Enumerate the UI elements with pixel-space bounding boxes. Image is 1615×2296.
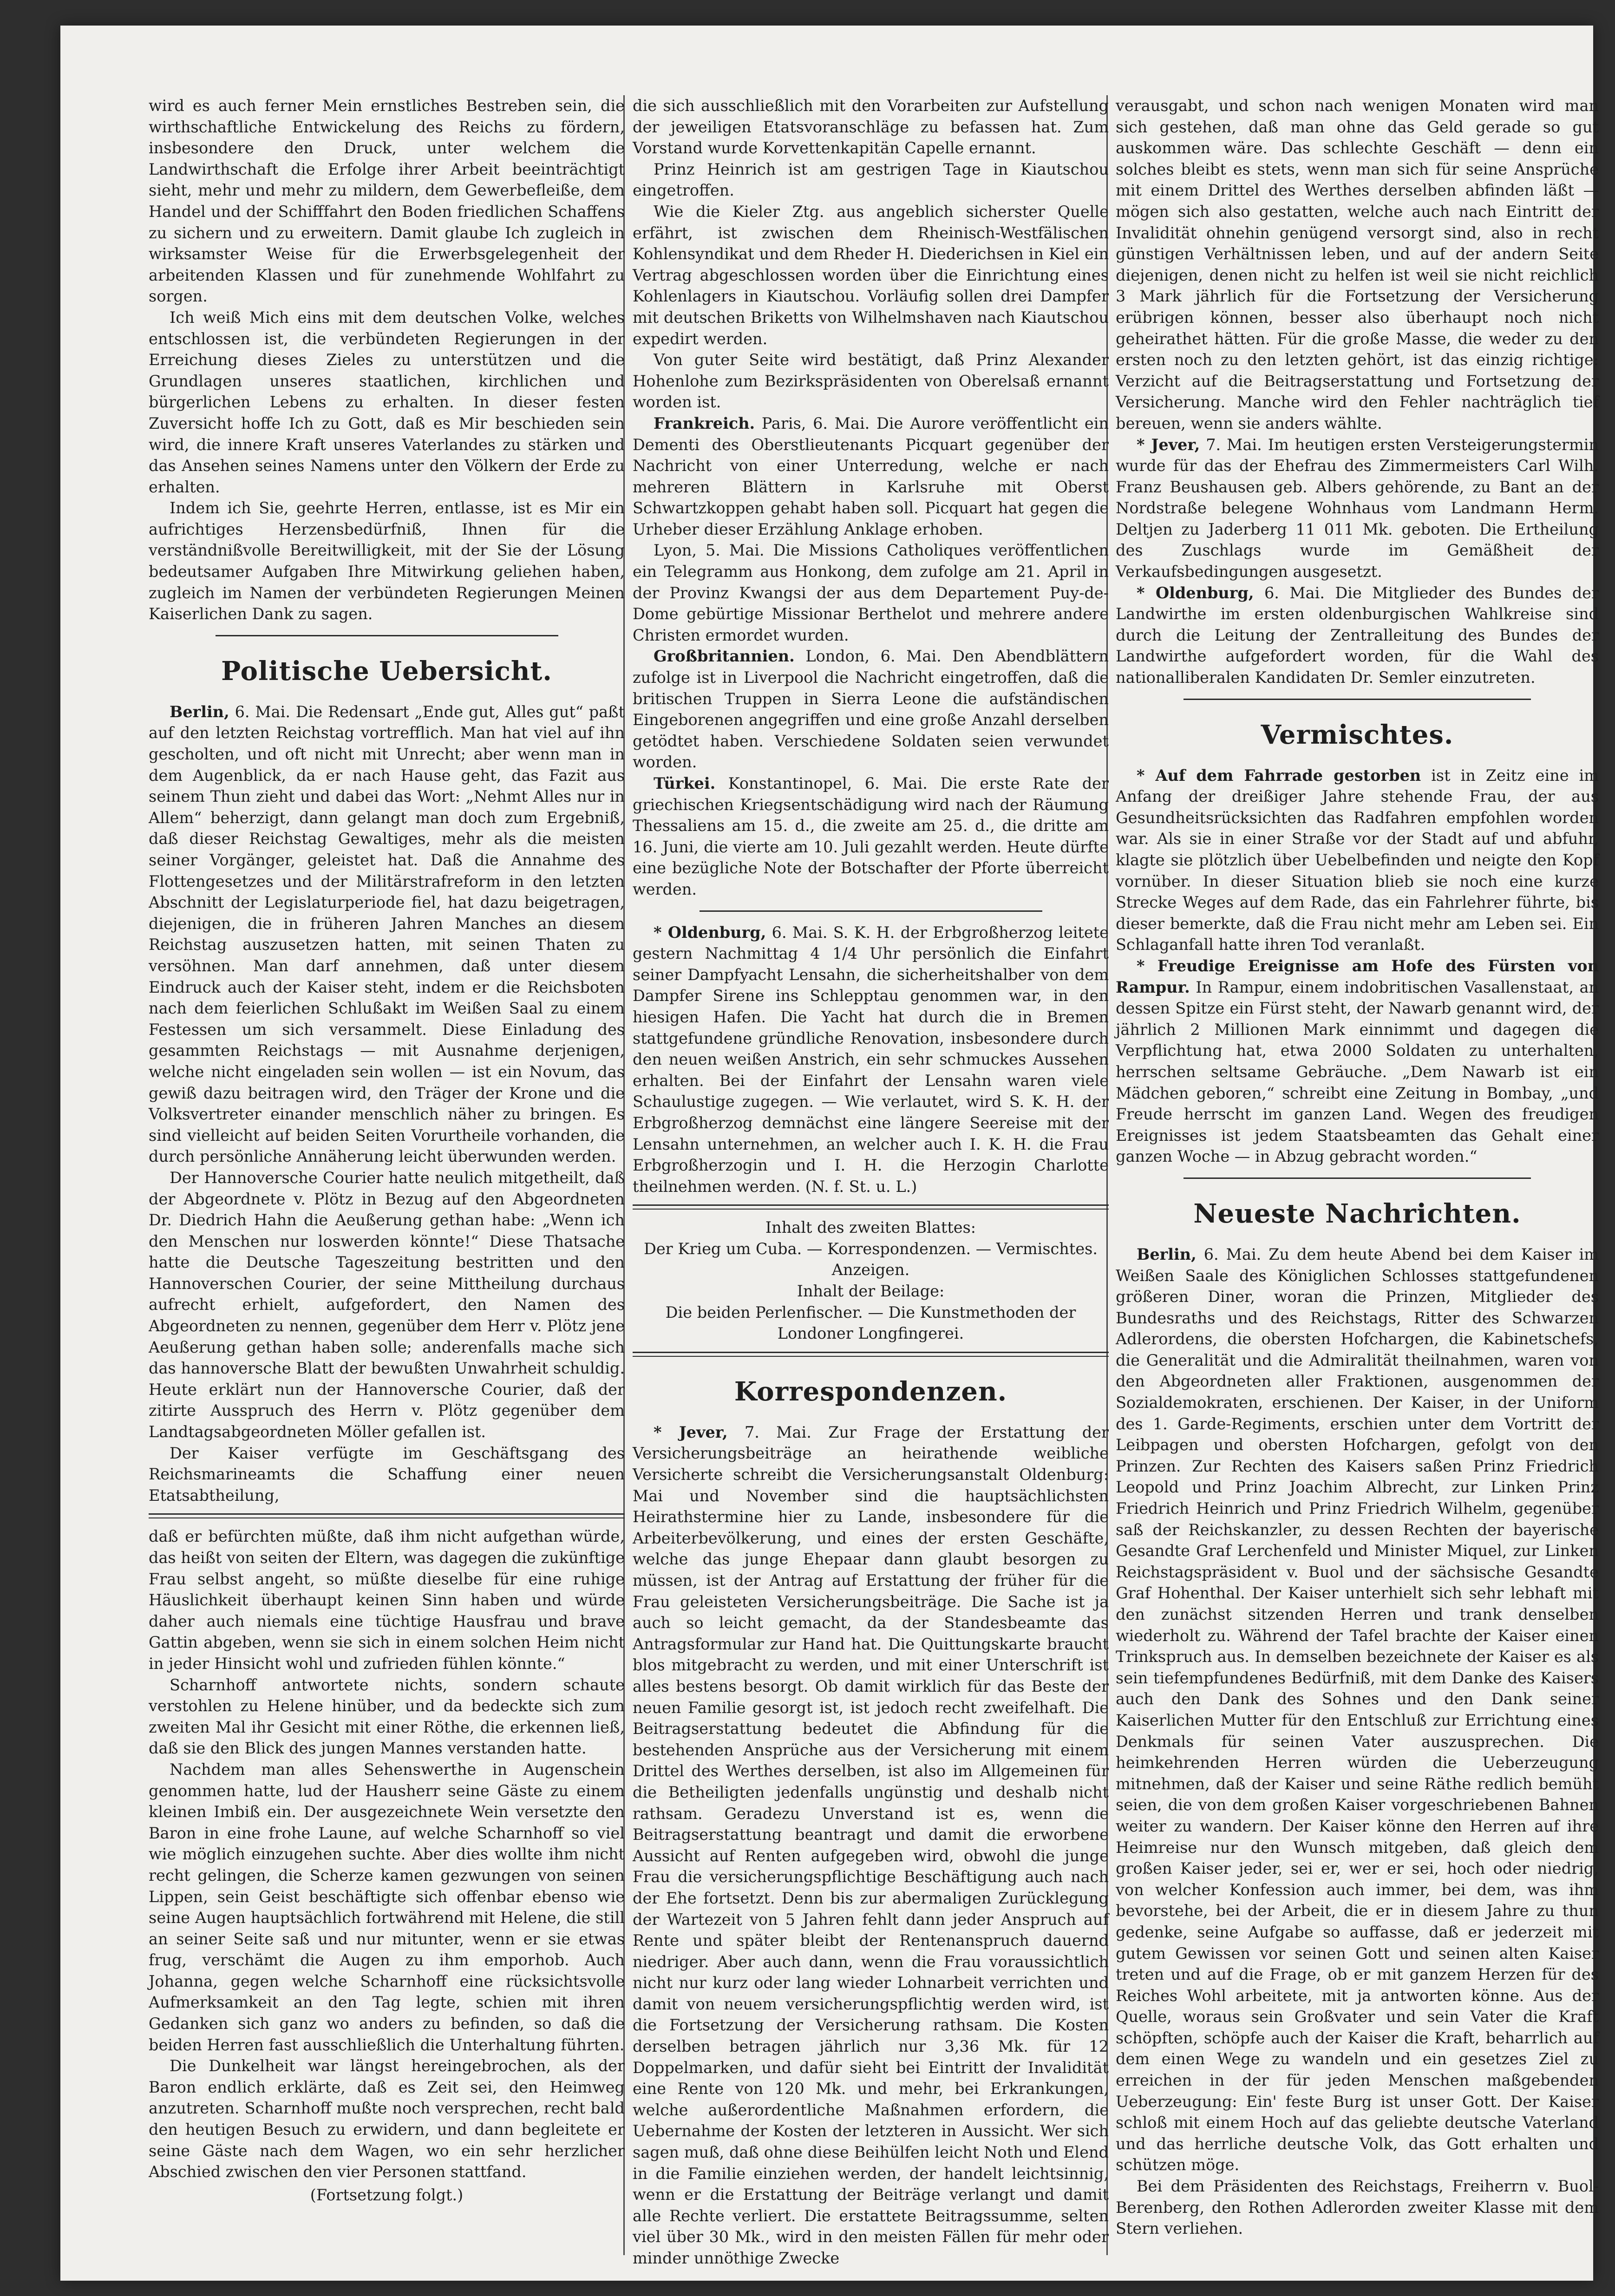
paragraph: Bei dem Präsidenten des Reichstags, Freiherrn v. Buol-Berenberg, den Rothen Adlerorden zweiter Klasse mit dem Stern verliehen. [1116, 2177, 1599, 2238]
contents-rule-bottom [633, 1352, 1109, 1357]
dateline: Berlin, [170, 702, 229, 721]
paragraph-text: 6. Mai. Die Mitglieder des Bundes der Landwirthe im ersten oldenburgischen Wahlkreise sind durch die Leitung der Zentralleitung des Bundes der Landwirthe aufgefordert worden, für die Wahl des nationalliberalen Kandidaten Dr. Semler einzutreten. [1116, 583, 1599, 687]
item-heading: * Auf dem Fahrrade gestorben [1137, 766, 1421, 785]
contents-line: Der Krieg um Cuba. — Korrespondenzen. — Vermischtes. [643, 1239, 1098, 1258]
paragraph [1116, 582, 1599, 688]
section-rule [216, 635, 558, 636]
section-rule [1183, 1177, 1531, 1179]
paragraph-text: Prinz Heinrich ist am gestrigen Tage in Kiautschou eingetroffen. [633, 160, 1109, 200]
paragraph: verausgabt, und schon nach wenigen Monaten wird man sich gestehen, daß man ohne das Geld gerade so gut auskommen wäre. Das schlechte Geschäft — denn ein solches bleibt es stets, wenn man sich für seine Ansprüche mit einem Drittel des Werthes derselben abfinden läßt — mögen sich also gestatten, welche auch nach Eintritt der Invalidität ohnehin genügend versorgt sind, also in recht günstigen Verhältnissen leben, und auf der andern Seite diejenigen, denen nicht zu helfen ist weil sie nicht reichlich 3 Mark jährlich für die Fortsetzung der Versicherung erübrigen können, besser also überhaupt noch nicht geheirathet hätten. Für die große Masse, die weder zu den ersten noch zu den letzten gehört, ist das einzig richtige: Verzicht auf die Beitragserstattung und Fortsetzung der Versicherung. Manche wird den Fehler nachträglich tief bereuen, wenn sie anders wählte. [1116, 97, 1599, 432]
paragraph-text: Der Kaiser verfügte im Geschäftsgang des Reichsmarineamts die Schaffung einer neuen Etatsabtheilung, [149, 1444, 625, 1505]
paragraph [633, 922, 1109, 1197]
paragraph-text: 7. Mai. Im heutigen ersten Versteigerungstermin wurde für das der Ehefrau des Zimmermeisters Carl Wilh. Franz Beushausen geb. Albers gehörende, zu Bant an der Nordstraße belegene Wohnhaus vom Landmann Herm. Deltjen zu Jaderberg 11 011 Mk. geboten. Die Ertheilung des Zuschlags wurde im Gemäßheit der Verkaufsbedingungen ausgesetzt. [1116, 435, 1599, 581]
paragraph: wird es auch ferner Mein ernstliches Bestreben sein, die wirthschaftliche Entwickelung des Reichs zu fördern, insbesondere den Druck, unter welchem die Landwirthschaft die Erfolge ihrer Arbeit beeinträchtigt sieht, mehr und mehr zu mildern, dem Gewerbefleiße, dem Handel und der Schifffahrt den Boden friedlichen Schaffens zu sichern und zu erweitern. Damit glaube Ich zugleich in wirksamster Weise für die Erwerbsgelegenheit der arbeitenden Klassen und für zunehmende Wohlfahrt zu sorgen. [149, 97, 625, 306]
section-heading-korrespondenzen: Korrespondenzen. [734, 1376, 1007, 1407]
paragraph: Nachdem man alles Sehenswerthe in Augenschein genommen hatte, lud der Hausherr seine Gäste zu einem kleinen Imbiß ein. Der ausgezeichnete Wein versetzte den Baron in eine frohe Laune, auf welche Scharnhoff so viel wie möglich einzugehen suchte. Aber dies wollte ihm nicht recht gelingen, die Scherze kamen gezwungen von seinen Lippen, sein Geist beschäftigte sich offenbar ebenso wie seine Augen hauptsächlich fortwährend mit Helene, die still an seiner Seite saß und nur mitunter, wenn er sie etwas frug, verschämt die Augen zu ihm emporhob. Auch Johanna, gegen welche Scharnhoff eine rücksichtsvolle Aufmerksamkeit an den Tag legte, schien mit ihren Gedanken sich ganz wo anders zu befinden, so daß die beiden Herren fast ausschließlich die Unterhaltung führten. [149, 1760, 625, 2054]
contents-box [633, 1217, 1109, 1344]
paragraph-text: Wie die Kieler Ztg. aus angeblich sicherster Quelle erfährt, ist zwischen dem Rheinisch-Westfälischen Kohlensyndikat und dem Rheder H. Diederichsen in Kiel ein Vertrag abgeschlossen worden über die Einrichtung eines Kohlenlagers in Kiautschou. Vorläufig sollen drei Dampfer mit deutschen Briketts von Wilhelmshaven nach Kiautschou expedirt werden. [633, 202, 1109, 348]
paragraph-text: 6. Mai. Die Redensart „Ende gut, Alles gut“ paßt auf den letzten Reichstag vortrefflich. Man hat viel auf ihn gescholten, und oft nicht mit Unrecht; aber wenn man in dem Augenblick, da er nach Hause geht, das Fazit aus seinem Thun zieht und dabei das Wort: „Nehmt Alles nur in Allem“ beherzigt, dann gelangt man doch zum Ergebniß, daß dieser Reichstag Gewaltiges, mehr als die meisten seiner Vorgänger, geleistet hat. Daß die Annahme des Flottengesetzes und der Militärstrafreform in den letzten Abschnitt der Legislaturperiode fiel, hat dazu beigetragen, diejenigen, die in früheren Jahren Manches an diesem Reichstag auszusetzen hatten, mit seinen Thaten zu versöhnen. Man darf annehmen, daß unter diesem Eindruck auch der Kaiser steht, indem er die Reichsboten nach dem feierlichen Schlußakt im Weißen Saal zu einem Festessen um sich versammelt. Diese Einladung des gesammten Reichstags — mit Ausnahme derjenigen, welche nicht eingeladen sein wollen — ist ein Novum, das gewiß dazu beitragen wird, den Träger der Krone und die Volksvertreter einander menschlich näher zu bringen. Es sind vielleicht auf beiden Seiten Vorurtheile vorhanden, die durch persönliche Annäherung leicht überwunden werden. [149, 702, 625, 1166]
paragraph-text: Der Hannoversche Courier hatte neulich mitgetheilt, daß der Abgeordnete v. Plötz in Bezug auf den Abgeordneten Dr. Diedrich Hahn die Aeußerung gethan habe: „Wenn ich den Menschen nur loswerden könnte!“ Diese Thatsache hatte die Deutsche Tageszeitung bestritten und den Hannoverschen Courier, der seine Mittheilung durchaus aufrecht erhielt, aufgefordert, den Namen des Abgeordneten zu nennen, gegenüber dem Herr v. Plötz jene Aeußerung gethan haben solle; anderenfalls mache sich das hannoversche Blatt der bewußten Unwahrheit schuldig. Heute erklärt nun der Hannoversche Courier, daß der zitirte Ausspruch des Herrn v. Plötz gegenüber dem Landtagsabgeordneten Möller gefallen ist. [149, 1168, 625, 1441]
paragraph-text: 6. Mai. Zu dem heute Abend bei dem Kaiser im Weißen Saale des Königlichen Schlosses stattgefundenen größeren Diner, woran die Prinzen, Mitglieder des Bundesraths und des Reichstags, Ritter des Schwarzen Adlerordens, die obersten Hofchargen, die Kabinetschefs, die Generalität und die Admiralität theilnahmen, waren von den Abgeordneten aller Fraktionen, ausgenommen der Sozialdemokraten, erschienen. Der Kaiser, in der Uniform des 1. Garde-Regiments, erschien unter dem Vortritt der Leibpagen und obersten Hofchargen, gefolgt von den Prinzen. Zur Rechten des Kaisers saßen Prinz Friedrich Leopold und Prinz Joachim Albrecht, zur Linken Prinz Friedrich Heinrich und Prinz Friedrich Wilhelm, gegenüber saß der Reichskanzler, zu dessen Rechten der bayerische Gesandte Graf Lerchenfeld und Minister Miquel, zur Linken Reichstagspräsident v. Buol und der sächsische Gesandte Graf Hohenthal. Der Kaiser unterhielt sich sehr lebhaft mit den zunächst sitzenden Herren und trank denselben wiederholt zu. Während der Tafel brachte der Kaiser einen Trinkspruch aus. In demselben bezeichnete der Kaiser es als sein tiefempfundenes Bedürfniß, mit dem Danke des Kaisers auch den Dank des Sohnes und den Dank seiner Kaiserlichen Mutter für den Entschluß zur Errichtung eines Denkmals für seinen Vater auszusprechen. Die heimkehrenden Herren würden die Ueberzeugung mitnehmen, daß der Kaiser und seine Räthe redlich bemüht seien, die von dem großen Kaiser vorgeschriebenen Bahnen weiter zu wandern. Der Kaiser könne den Herren auf ihre Heimreise nur den Wunsch mitgeben, daß gleich dem großen Kaiser jeder, sei er, wer er sei, hoch oder niedrig, von welcher Konfession auch immer, bei dem, was ihm bevorstehe, bei der Arbeit, die er in diesem Jahre zu thun gedenke, seine Aufgabe so auffasse, daß er jederzeit mit gutem Gewissen vor seinen Gott und seinen alten Kaiser treten und auf die Frage, ob er mit ganzem Herzen für des Reiches Wohl arbeitete, mit ja antworten könne. Aus der Quelle, woraus sein Großvater und sein Vater die Kraft schöpften, schöpfe auch der Kaiser die Kraft, beharrlich auf dem einen Wege zu wandeln und ein gesetzes Ziel zu erreichen in der für jeden Menschen maßgebenden Ueberzeugung: Ein' feste Burg ist unser Gott. Der Kaiser schloß mit einem Hoch auf das geliebte deutsche Vaterland und das herrliche deutsche Volk, das Gott erhalten und schützen möge. [1116, 1245, 1599, 2174]
column-3 [1116, 95, 1599, 2239]
paragraph [149, 701, 625, 1167]
contents-line: Inhalt der Beilage: [797, 1282, 945, 1301]
contents-line: Anzeigen. [831, 1261, 910, 1279]
paragraph [633, 413, 1109, 540]
paragraph-text: die sich ausschließlich mit den Vorarbeiten zur Aufstellung der jeweiligen Etatsvoranschläge zu befassen hat. Zum Vorstand wurde Korvettenkapitän Capelle ernannt. [633, 97, 1109, 157]
country-heading: Türkei. [654, 774, 716, 792]
newspaper-sheet [60, 26, 1599, 2281]
dateline: * Jever, [654, 1423, 728, 1441]
contents-line: Die beiden Perlenfischer. — Die Kunstmethoden der [665, 1303, 1076, 1321]
section-rule [700, 910, 1042, 912]
paragraph [633, 540, 1109, 646]
paragraph [149, 1443, 625, 1506]
paragraph-text: Lyon, 5. Mai. Die Missions Catholiques veröffentlichen ein Telegramm aus Honkong, dem zufolge am 21. April in der Provinz Kwangsi der aus dem Departement Puy-de-Dome gebürtige Missionar Berthelot und mehrere andere Christen ermordet wurden. [633, 541, 1109, 644]
contents-line: Inhalt des zweiten Blattes: [765, 1218, 976, 1237]
column-1 [149, 95, 625, 2205]
paragraph [149, 1167, 625, 1443]
paragraph [1116, 955, 1599, 1167]
section-heading-neueste: Neueste Nachrichten. [1193, 1198, 1521, 1229]
paragraph-text: 7. Mai. Zur Frage der Erstattung der Versicherungsbeiträge an heirathende weibliche Versicherte schreibt die Versicherungsanstalt Oldenburg: Mai und November sind die hauptsächlichsten Heirathstermine hier zu Lande, insbesondere für die Arbeiterbevölkerung, und eines der ersten Geschäfte, welche das junge Ehepaar dann glaubt besorgen zu müssen, ist der Antrag auf Erstattung der früher für die Frau geleisteten Versicherungsbeiträge. Die Sache ist ja auch so leicht gemacht, da der Standesbeamte das Antragsformular zur Hand hat. Die Quittungskarte braucht blos mitgebracht zu werden, und mit einer Unterschrift ist alles bestens besorgt. Ob damit wirklich für das Beste der neuen Familie gesorgt ist, ist jedoch recht zweifelhaft. Die Beitragserstattung bedeutet die Abfindung für die bestehenden Ansprüche aus der Versicherung mit einem Drittel des Werthes derselben, ist also im Allgemeinen für die Betheiligten jedenfalls ungünstig und deshalb nicht rathsam. Geradezu Unverstand ist es, wenn die Beitragserstattung beantragt und damit die erworbene Aussicht auf Renten aufgegeben wird, obwohl die junge Frau die versicherungspflichtige Beschäftigung auch nach der Ehe fortsetzt. Denn bis zur abermaligen Zurücklegung der Wartezeit von 5 Jahren fehlt dann jeder Anspruch auf Rente und später bleibt der Rentenanspruch dauernd niedriger. Aber auch dann, wenn die Frau voraussichtlich nicht nur kurz oder lang wieder Lohnarbeit verrichten und damit von neuem versicherungspflichtig werden wird, ist die Fortsetzung der Versicherung rathsam. Die Kosten derselben betragen jährlich nur 3,36 Mk. für 12 Doppelmarken, und dafür sieht bei Eintritt der Invalidität eine Rente von 120 Mk. und mehr, bei Erkrankungen, welche außerordentliche Maßnahmen erfordern, die Uebernahme der Kosten der letzteren in Aussicht. Wer sich sagen muß, daß ohne diese Beihülfen leicht Noth und Elend in die Familie einziehen werden, der handelt leichtsinnig, wenn er die Erstattung der Beiträge verlangt und damit alle Rechte verliert. Die erstattete Beitragssumme, selten viel über 30 Mk., wird in den meisten Fällen für mehr oder minder unnöthige Zwecke [633, 1423, 1109, 2267]
contents-line: Londoner Longfingerei. [777, 1324, 964, 1343]
dateline: Berlin, [1137, 1245, 1197, 1263]
paragraph [633, 646, 1109, 773]
country-heading: Großbritannien. [654, 647, 795, 666]
paragraph [1116, 765, 1599, 955]
paragraph: Scharnhoff antwortete nichts, sondern schaute verstohlen zu Helene hinüber, und da bedeckte sich zum zweiten Mal ihr Gesicht mit einer Röthe, die erkennen ließ, daß sie den Blick des jungen Mannes verstanden hatte. [149, 1675, 625, 1758]
dateline: * Oldenburg, [1137, 583, 1254, 602]
paragraph [633, 349, 1109, 413]
paragraph: Ich weiß Mich eins mit dem deutschen Volke, welches entschlossen ist, die verbündeten Regierungen in der Erreichung dieses Zieles zu unterstützen und die Grundlagen unseres staatlichen, kirchlichen und bürgerlichen Lebens zu erhalten. In dieser festen Zuversicht hoffe Ich zu Gott, daß es Mir beschieden sein wird, die innere Kraft unseres Vaterlandes zu stärken und das Ansehen seines Namens unter den Völkern der Erde zu erhalten. [149, 308, 625, 496]
contents-rule-top [633, 1204, 1109, 1210]
paragraph [633, 773, 1109, 900]
paragraph: daß er befürchten müßte, daß ihm nicht aufgethan würde, das heißt von seiten der Eltern, was dagegen die zukünftige Frau selbst angeht, so müßte dieselbe für eine ruhige Häuslichkeit überhaupt keinen Sinn haben und würde daher auch niemals eine tüchtige Hausfrau und brave Gattin abgeben, wenn sie sich in einem solchen Heim nicht in jeder Hinsicht wohl und zufrieden fühlen könnte.“ [149, 1527, 625, 1673]
paragraph-text: Paris, 6. Mai. Die Aurore veröffentlicht ein Dementi des Oberstlieutenants Picquart gegenüber der Nachricht von einer Unterredung, welche er nach mehreren Blättern in Karlsruhe mit Oberst Schwartzkoppen gehabt haben soll. Picquart hat gegen die Urheber dieser Erzählung Anklage erhoben. [633, 414, 1109, 538]
feuilleton-rule [149, 1513, 625, 1518]
section-rule [1183, 699, 1531, 700]
paragraph-text: In Rampur, einem indobritischen Vasallenstaat, an dessen Spitze ein Fürst steht, der Nawarb genannt wird, der jährlich 2 Millionen Mark einnimmt und dagegen die Verpflichtung hat, etwa 2000 Soldaten zu unterhalten, herrschen seltsame Gebräuche. „Dem Nawarb ist ein Mädchen geboren,“ schreibt eine Zeitung in Bombay, „und Freude herrscht im ganzen Land. Wegen des freudigen Ereignisses ist jedem Staatsbeamten das Gehalt einer ganzen Woche — in Abzug gebracht worden.“ [1116, 978, 1599, 1166]
paragraph [633, 1422, 1109, 2269]
dateline: * Oldenburg, [654, 923, 766, 942]
dateline: * Jever, [1137, 435, 1200, 454]
paragraph-text: Konstantinopel, 6. Mai. Die erste Rate der griechischen Kriegsentschädigung wird nach der Räumung Thessaliens am 15. d., die zweite am 25. d., die dritte am 16. Juni, die vierte am 10. Juli gezahlt werden. Heute dürfte eine bezügliche Note der Botschafter der Pforte überreicht werden. [633, 774, 1109, 898]
section-heading-vermischtes: Vermischtes. [1261, 719, 1454, 750]
column-2 [633, 95, 1109, 2269]
paragraph-text: Von guter Seite wird bestätigt, daß Prinz Alexander Hohenlohe zum Bezirkspräsidenten von Oberelsaß ernannt worden ist. [633, 351, 1109, 412]
section-heading-politik: Politische Uebersicht. [221, 655, 552, 687]
paragraph-text: ist in Zeitz eine im Anfang der dreißiger Jahre stehende Frau, der aus Gesundheitsrücksichten das Radfahren empfohlen worden war. Als sie in einer Straße vor der Stadt auf und abfuhr, klagte sie plötzlich über Uebelbefinden und neigte den Kopf vornüber. In dieser Situation blieb sie noch eine kurze Strecke Weges auf dem Rade, das ein Fahrlehrer führte, bis dieser bemerkte, daß die Frau nicht mehr am Leben sei. Ein Schlaganfall hatte ihren Tod veranlaßt. [1116, 766, 1599, 954]
continuation-note: (Fortsetzung folgt.) [310, 2185, 464, 2204]
paragraph [1116, 434, 1599, 582]
paragraph [633, 201, 1109, 349]
item-heading: * Freudige Ereignisse am Hofe des Fürsten von Rampur. [1116, 956, 1599, 996]
paragraph-text: 6. Mai. S. K. H. der Erbgroßherzog leitete gestern Nachmittag 4 1/4 Uhr persönlich die Einfahrt seiner Dampfyacht Lensahn, die sicherheitshalber von dem Dampfer Sirene ins Schlepptau genommen war, in den hiesigen Hafen. Die Yacht hat durch die in Bremen stattgefundene gründliche Renovation, insbesondere durch den neuen weißen Anstrich, ein sehr schmuckes Aussehen erhalten. Bei der Einfahrt der Lensahn waren viele Schaulustige zugegen. — Wie verlautet, wird S. K. H. der Erbgroßherzog demnächst eine längere Seereise mit der Lensahn unternehmen, an welcher auch I. K. H. die Frau Erbgroßherzogin und I. H. die Herzogin Charlotte theilnehmen werden. (N. f. St. u. L.) [633, 923, 1109, 1196]
paragraph: Die Dunkelheit war längst hereingebrochen, als der Baron endlich erklärte, daß es Zeit sei, den Heimweg anzutreten. Scharnhoff mußte noch versprechen, recht bald den heutigen Besuch zu erwidern, und dann begleitete er seine Gäste nach dem Wagen, wo ein sehr herzlicher Abschied zwischen den vier Personen stattfand. [149, 2057, 625, 2181]
paragraph [633, 95, 1109, 159]
paragraph [1116, 1244, 1599, 2176]
paragraph [633, 159, 1109, 201]
paragraph-text: London, 6. Mai. Den Abendblättern zufolge ist in Liverpool die Nachricht eingetroffen, daß die britischen Truppen in Sierra Leone die aufständischen Eingeborenen angegriffen und eine große Anzahl derselben getödtet haben. Verschiedene Soldaten seien verwundet worden. [633, 647, 1109, 772]
country-heading: Frankreich. [654, 414, 755, 432]
paragraph: Indem ich Sie, geehrte Herren, entlasse, ist es Mir ein aufrichtiges Herzensbedürfniß, Ihnen für die verständnißvolle Bereitwilligkeit, mit der Sie der Lösung bedeutsamer Aufgaben Ihre Mitwirkung geliehen haben, zugleich im Namen der verbündeten Regierungen Meinen Kaiserlichen Dank zu sagen. [149, 499, 625, 623]
